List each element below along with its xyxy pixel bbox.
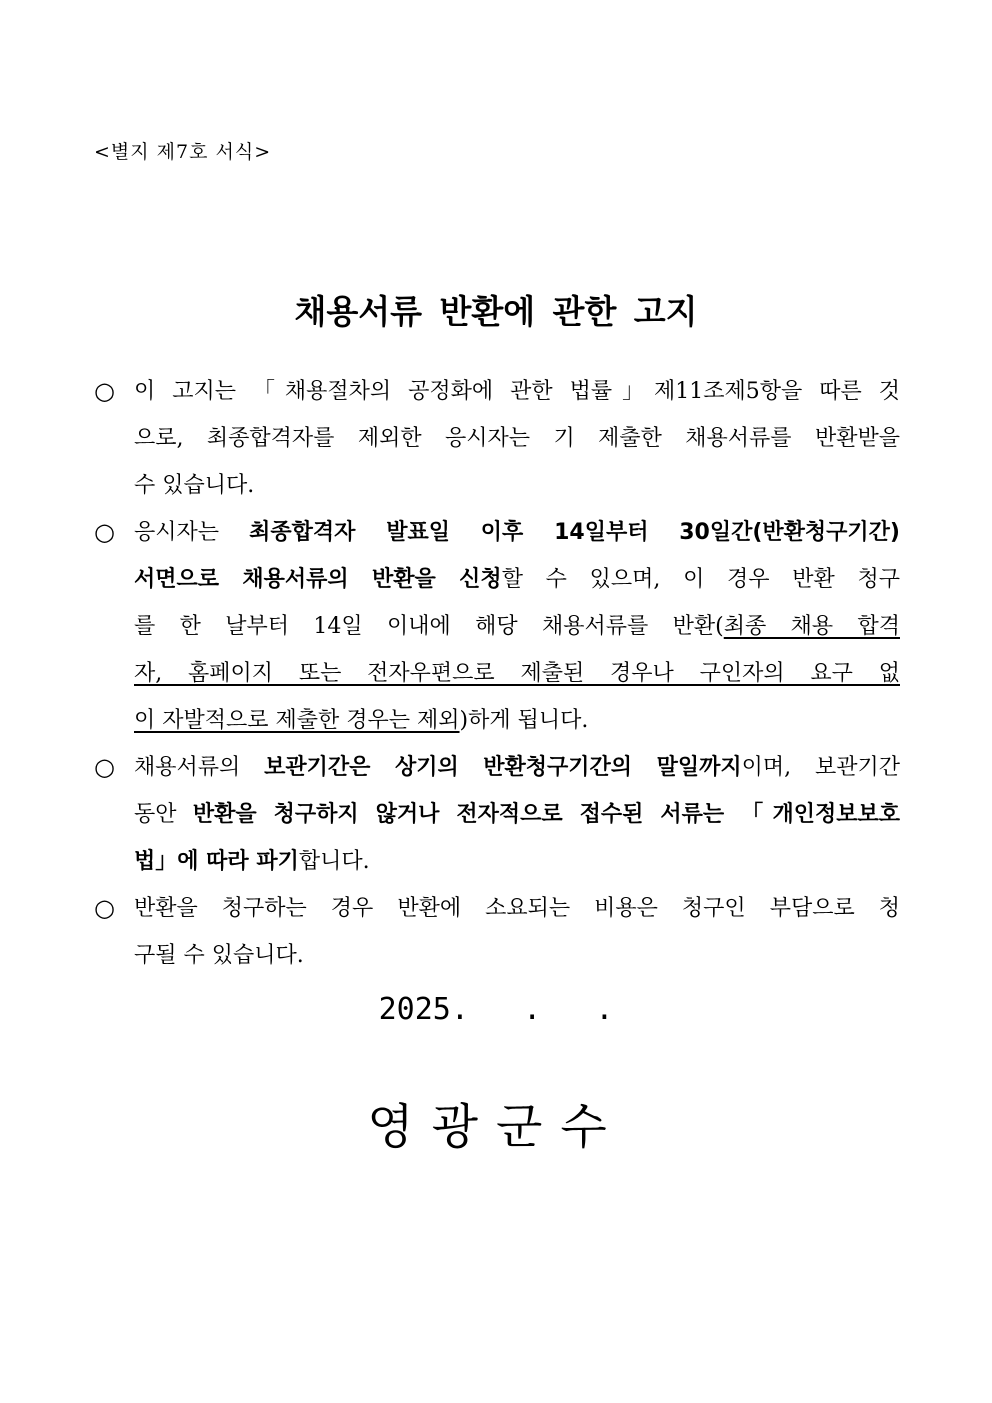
notice-line xyxy=(134,462,900,509)
notice-line xyxy=(134,791,900,838)
circle-bullet-icon: ○ xyxy=(94,518,115,546)
notice-line xyxy=(134,650,900,697)
notice-line xyxy=(134,744,900,791)
notice-item xyxy=(94,885,900,979)
notice-line xyxy=(134,885,900,932)
notice-line xyxy=(134,415,900,462)
notice-item xyxy=(94,368,900,509)
emphasized-text: 반환을 청구하지 않거나 전자적으로 접수된 서류는 「개인정보보호 xyxy=(192,802,900,827)
circle-bullet-icon: ○ xyxy=(94,377,115,405)
notice-text: 이며, 보관기간 xyxy=(741,755,900,780)
notice-item xyxy=(94,509,900,744)
notice-line xyxy=(134,509,900,556)
circle-bullet-icon: ○ xyxy=(94,753,115,781)
notice-text: 구될 수 있습니다. xyxy=(134,943,304,968)
emphasized-text: 보관기간은 상기의 반환청구기간의 말일까지 xyxy=(264,755,742,780)
notice-text: 채용서류의 xyxy=(134,755,265,780)
notice-text: )하게 됩니다. xyxy=(459,708,589,733)
notice-line xyxy=(134,838,900,885)
notice-line xyxy=(134,603,900,650)
form-number-label: <별지 제7호 서식> xyxy=(94,141,272,163)
document-date: 2025. . . xyxy=(378,992,614,1027)
notice-item xyxy=(94,744,900,885)
notice-text: 수 있습니다. xyxy=(134,473,255,498)
circle-bullet-icon: ○ xyxy=(94,894,115,922)
notice-text: 를 한 날부터 14일 이내에 해당 채용서류를 반환( xyxy=(134,614,724,639)
underlined-text: 이 자발적으로 제출한 경우는 제외 xyxy=(134,708,460,733)
notice-line xyxy=(134,368,900,415)
notice-text: 반환을 청구하는 경우 반환에 소요되는 비용은 청구인 부담으로 청 xyxy=(134,896,900,921)
notice-line xyxy=(134,932,900,979)
notice-list xyxy=(94,368,900,979)
notice-text: 응시자는 xyxy=(134,520,250,545)
emphasized-text: 서면으로 채용서류의 반환을 신청 xyxy=(134,567,502,592)
emphasized-text: 법」에 따라 파기 xyxy=(134,849,299,874)
notice-line xyxy=(134,697,900,744)
notice-text: 합니다. xyxy=(298,849,370,874)
notice-text: 으로, 최종합격자를 제외한 응시자는 기 제출한 채용서류를 반환받을 xyxy=(134,426,900,451)
notice-line xyxy=(134,556,900,603)
emphasized-text: 최종합격자 발표일 이후 14일부터 30일간(반환청구기간) xyxy=(249,520,900,545)
notice-text: 동안 xyxy=(134,802,193,827)
underlined-text: 최종 채용 합격 xyxy=(723,614,900,639)
document-title: 채용서류 반환에 관한 고지 xyxy=(294,292,698,331)
underlined-text: 자, 홈페이지 또는 전자우편으로 제출된 경우나 구인자의 요구 없 xyxy=(134,661,900,686)
notice-text: 할 수 있으며, 이 경우 반환 청구 xyxy=(501,567,900,592)
issuer-signature: 영광군수 xyxy=(367,1099,625,1155)
notice-text: 이 고지는 「채용절차의 공정화에 관한 법률」제11조제5항을 따른 것 xyxy=(134,379,900,404)
